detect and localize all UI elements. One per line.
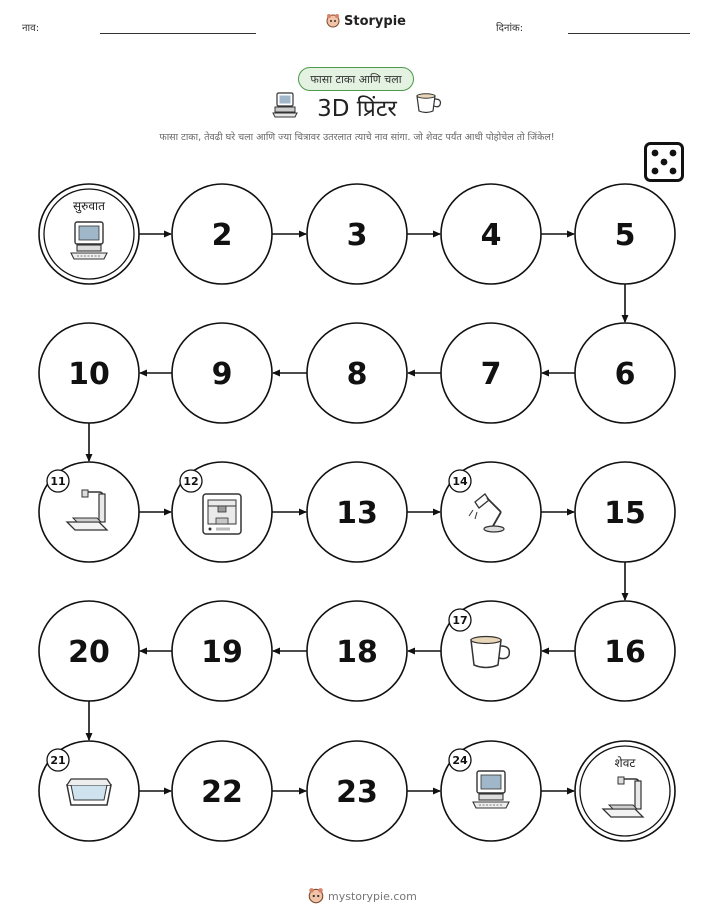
board-cells: [39, 184, 675, 841]
board-cell-11[interactable]: [39, 462, 139, 562]
cell-number: 5: [614, 218, 636, 253]
board-cell-9[interactable]: [172, 323, 272, 423]
cell-number: 14: [452, 475, 468, 488]
cell-number: 18: [336, 635, 378, 670]
cell-number: 11: [50, 475, 66, 488]
board-cell-18[interactable]: [307, 601, 407, 701]
tray-icon: [67, 779, 111, 805]
board-cell-7[interactable]: [441, 323, 541, 423]
start-label: सुरुवात: [73, 199, 105, 213]
board-cell-20[interactable]: [39, 601, 139, 701]
cell-number: 12: [183, 475, 199, 488]
board-cell-8[interactable]: [307, 323, 407, 423]
cell-number: 2: [211, 218, 233, 253]
cell-number: 16: [604, 635, 646, 670]
board-cell-15[interactable]: [575, 462, 675, 562]
computer-icon: [473, 771, 509, 808]
board-cell-21[interactable]: [39, 741, 139, 841]
name-label: नाव:: [22, 23, 40, 34]
page-title: 3D प्रिंटर: [317, 96, 397, 122]
cell-number: 21: [50, 754, 66, 767]
board-cell-5[interactable]: [575, 184, 675, 284]
cell-number: 24: [452, 754, 468, 767]
board-cell-17[interactable]: [441, 601, 541, 701]
date-label: दिनांक:: [496, 23, 524, 34]
instructions: फासा टाका, तेवढी घरे चला आणि ज्या चित्रावर उतरलात त्याचे नाव सांगा. जो शेवट पर्यंत आधी पोहोचेल तो जिंकेल!: [159, 132, 555, 143]
brand-name: Storypie: [344, 13, 406, 29]
board-cell-14[interactable]: [441, 462, 541, 562]
end-label: शेवट: [614, 756, 636, 770]
cell-number: 8: [346, 357, 368, 392]
cell-number: 3: [346, 218, 368, 253]
cell-number: 19: [201, 635, 243, 670]
board-cell-3[interactable]: [307, 184, 407, 284]
3d-printer-icon: [203, 494, 241, 534]
board-cell-4[interactable]: [441, 184, 541, 284]
cell-number: 22: [201, 775, 243, 810]
cell-number: 17: [452, 614, 468, 627]
cell-number: 23: [336, 775, 378, 810]
board-cell-16[interactable]: [575, 601, 675, 701]
board-cell-10[interactable]: [39, 323, 139, 423]
board-cell-12[interactable]: [172, 462, 272, 562]
board-cell-25[interactable]: [575, 741, 675, 841]
cell-number: 20: [68, 635, 110, 670]
cell-number: 7: [480, 357, 502, 392]
board-cell-13[interactable]: [307, 462, 407, 562]
board-cell-24[interactable]: [441, 741, 541, 841]
board-cell-23[interactable]: [307, 741, 407, 841]
board-cell-1[interactable]: [39, 184, 139, 284]
cell-number: 4: [480, 218, 502, 253]
footer-url[interactable]: mystorypie.com: [328, 889, 417, 903]
board-cell-2[interactable]: [172, 184, 272, 284]
board-cell-6[interactable]: [575, 323, 675, 423]
computer-icon: [71, 222, 107, 259]
cell-number: 6: [614, 357, 636, 392]
game-type-badge: फासा टाका आणि चला: [298, 67, 414, 91]
cell-number: 15: [604, 496, 646, 531]
cell-number: 10: [68, 357, 110, 392]
footer: [308, 887, 417, 905]
storypie-mascot-icon: [308, 887, 324, 905]
cell-number: 13: [336, 496, 378, 531]
cell-number: 9: [211, 357, 233, 392]
board-cell-22[interactable]: [172, 741, 272, 841]
board-cell-19[interactable]: [172, 601, 272, 701]
